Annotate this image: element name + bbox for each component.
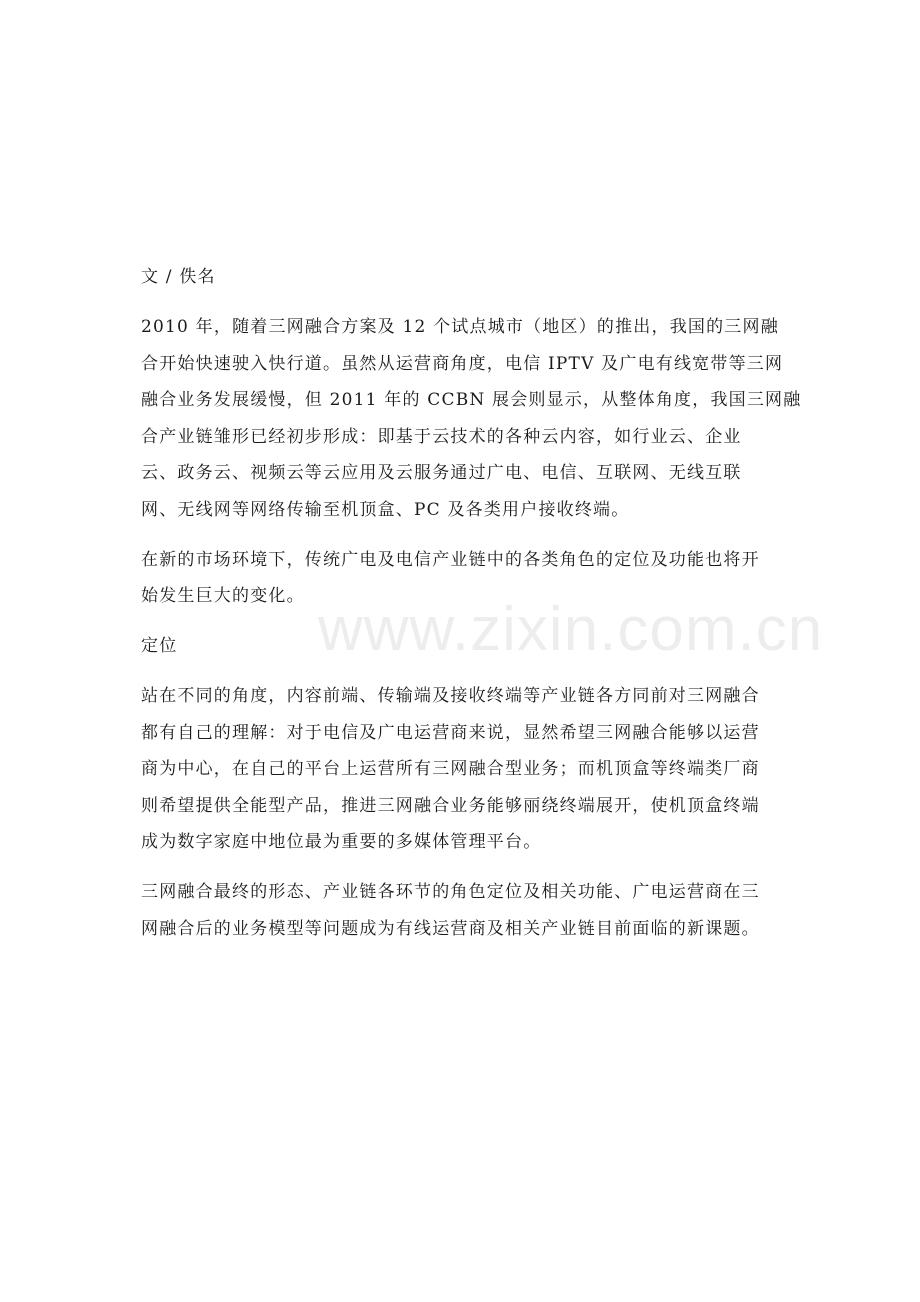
paragraph-line: 网、无线网等网络传输至机顶盒、PC 及各类用户接收终端。 bbox=[141, 499, 630, 520]
paragraph-line: 云、政务云、视频云等云应用及云服务通过广电、电信、互联网、无线互联 bbox=[141, 463, 742, 483]
paragraph-line: 网融合后的业务模型等问题成为有线运营商及相关产业链目前面临的新课题。 bbox=[141, 918, 760, 939]
paragraph-conclusion bbox=[141, 874, 781, 947]
paragraph-line: 商为中心，在自己的平台上运营所有三网融合型业务；而机顶盒等终端类厂商 bbox=[141, 759, 760, 779]
paragraph-line: 站在不同的角度，内容前端、传输端及接收终端等产业链各方同前对三网融合 bbox=[141, 686, 760, 706]
paragraph-intro bbox=[141, 309, 802, 528]
paragraph-line: 三网融合最终的形态、产业链各环节的角色定位及相关功能、广电运营商在三 bbox=[141, 882, 760, 902]
paragraph-line: 则希望提供全能型产品，推进三网融合业务能够丽绕终端展开，使机顶盒终端 bbox=[141, 795, 760, 816]
section-heading: 定位 bbox=[141, 636, 178, 656]
watermark: www.zixin.com.cn bbox=[318, 595, 824, 664]
paragraph-market bbox=[141, 542, 781, 615]
paragraph-line: 合产业链雏形已经初步形成：即基于云技术的各种云内容，如行业云、企业 bbox=[141, 426, 742, 447]
paragraph-line: 始发生巨大的变化。 bbox=[141, 586, 305, 606]
paragraph-line: 融合业务发展缓慢，但 2011 年的 CCBN 展会则显示，从整体角度，我国三网融 bbox=[141, 390, 802, 410]
article-body bbox=[141, 259, 802, 947]
author-line: 文 / 佚名 bbox=[141, 267, 216, 287]
paragraph-line: 合开始快速驶入快行道。虽然从运营商角度，电信 IPTV 及广电有线宽带等三网 bbox=[141, 353, 784, 374]
paragraph-positioning bbox=[141, 678, 781, 861]
paragraph-line: 都有自己的理解：对于电信及广电运营商来说，显然希望三网融合能够以运营 bbox=[141, 722, 760, 743]
paragraph-line: 2010 年，随着三网融合方案及 12 个试点城市（地区）的推出，我国的三网融 bbox=[141, 317, 779, 337]
paragraph-line: 成为数字家庭中地位最为重要的多媒体管理平台。 bbox=[141, 832, 542, 852]
paragraph-line: 在新的市场环境下，传统广电及电信产业链中的各类角色的定位及功能也将开 bbox=[141, 549, 760, 570]
